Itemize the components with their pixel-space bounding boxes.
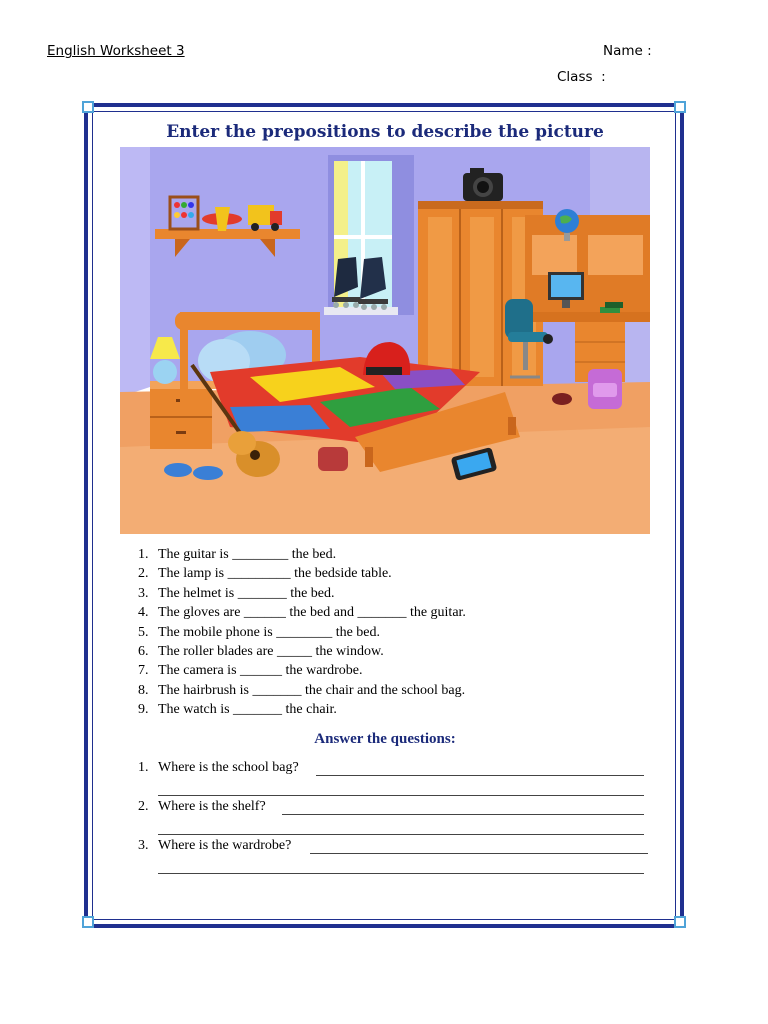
class-label: Class : [557,69,606,85]
exercise-title: Enter the prepositions to describe the picture [166,122,604,142]
worksheet-title: English Worksheet 3 [47,43,185,59]
school-bag-icon [588,369,622,409]
answer-line[interactable] [282,814,644,815]
exercise-item: 9. The watch is _______ the chair. [138,702,337,718]
bedroom-picture [120,147,650,534]
answer-line[interactable] [310,853,648,854]
corner-ornament [674,101,686,113]
name-label: Name : [603,43,652,59]
answer-line[interactable] [158,795,644,796]
corner-ornament [82,101,94,113]
answer-line[interactable] [158,834,644,835]
window-bar [334,235,392,239]
exercise-item: 3. The helmet is _______ the bed. [138,585,335,601]
answer-section-title: Answer the questions: [314,731,456,747]
watch-icon [543,334,553,344]
exercise-item: 4. The gloves are ______ the bed and _______ the guitar. [138,605,466,621]
exercise-item: 1. The guitar is ________ the bed. [138,547,337,562]
exercise-item: 7. The camera is ______ the wardrobe. [138,663,363,679]
window-sill [324,307,398,315]
answer-line[interactable] [158,873,644,874]
fill-in-exercise [138,545,466,720]
corner-ornament [674,916,686,928]
hairbrush-icon [552,393,572,405]
left-wall [120,147,150,397]
exercise-item: 2. The lamp is _________ the bedside table. [138,566,392,582]
gloves-icon [318,447,348,471]
exercise-item: 5. The mobile phone is ________ the bed. [138,624,381,640]
exercise-item: 8. The hairbrush is _______ the chair and the school bag. [138,682,466,698]
corner-ornament [82,916,94,928]
answer-line[interactable] [316,775,644,776]
exercise-item: 6. The roller blades are _____ the window. [138,644,384,660]
